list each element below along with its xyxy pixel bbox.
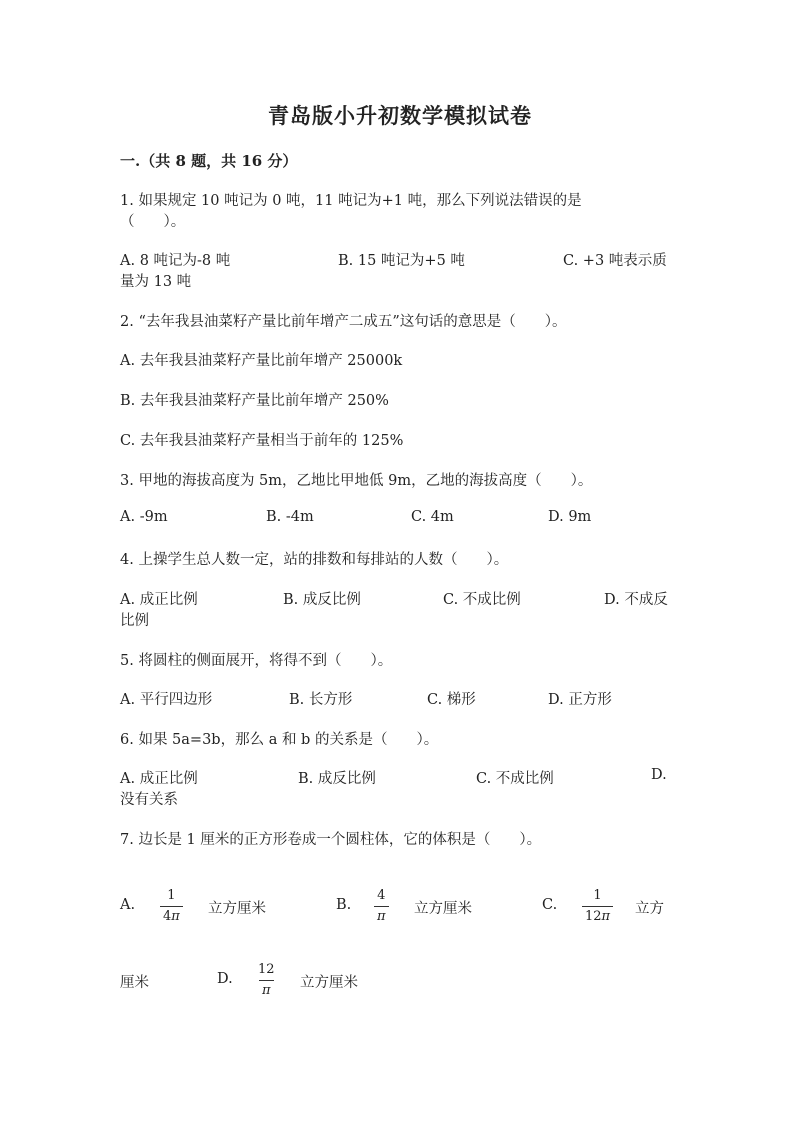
question-7-option-c-fraction (582, 888, 613, 925)
fraction-numerator: 1 (593, 888, 602, 903)
page-title: 青岛版小升初数学模拟试卷 (268, 103, 532, 128)
question-7-option-d-label: D. (217, 971, 233, 987)
question-7-option-c-unit: 立方 (635, 901, 664, 917)
question-6-option-c: C. 不成比例 (476, 771, 554, 787)
question-6-option-d: D. (651, 767, 667, 783)
question-3-option-a: A. -9m (120, 509, 168, 525)
question-4-option-d: D. 不成反 (604, 592, 668, 608)
fraction-numerator: 4 (377, 888, 386, 903)
fraction-numerator: 12 (258, 962, 275, 977)
fraction-denominator (374, 906, 389, 925)
question-1-option-a: A. 8 吨记为-8 吨 (120, 253, 231, 269)
fraction-denominator (160, 906, 183, 925)
question-6-option-a: A. 成正比例 (120, 771, 198, 787)
question-3-option-d: D. 9m (548, 509, 592, 525)
question-6-stem: 6. 如果 5a=3b，那么 a 和 b 的关系是（ ）。 (120, 732, 439, 748)
question-2-stem: 2. “去年我县油菜籽产量比前年增产二成五”这句话的意思是（ ）。 (120, 314, 567, 330)
fraction-denominator (259, 980, 274, 999)
section-heading: 一.（共 8 题，共 16 分） (120, 152, 298, 170)
question-7-option-a-label: A. (120, 897, 136, 913)
question-3-option-c: C. 4m (411, 509, 454, 525)
question-7-option-a-fraction (160, 888, 183, 925)
question-1-stem-continued: （ ）。 (120, 214, 186, 230)
question-5-option-b: B. 长方形 (289, 692, 353, 708)
question-7-option-a-unit: 立方厘米 (208, 901, 266, 917)
question-7-option-d-unit: 立方厘米 (300, 975, 358, 991)
question-5-stem: 5. 将圆柱的侧面展开，将得不到（ ）。 (120, 653, 393, 669)
question-4-option-b: B. 成反比例 (283, 592, 361, 608)
question-7-option-b-unit: 立方厘米 (414, 901, 472, 917)
question-6-option-d-continued: 没有关系 (120, 792, 178, 808)
pi-symbol: π (601, 909, 611, 924)
fraction-numerator: 1 (167, 888, 176, 903)
denominator-coefficient: 4 (163, 909, 172, 924)
question-5-option-d: D. 正方形 (548, 692, 612, 708)
denominator-coefficient: 12 (585, 909, 602, 924)
pi-symbol: π (377, 909, 386, 924)
question-2-option-a: A. 去年我县油菜籽产量比前年增产 25000k (120, 353, 403, 369)
question-7-stem: 7. 边长是 1 厘米的正方形卷成一个圆柱体，它的体积是（ ）。 (120, 832, 542, 848)
question-1-stem: 1. 如果规定 10 吨记为 0 吨，11 吨记为+1 吨，那么下列说法错误的是 (120, 193, 582, 209)
question-4-option-d-continued: 比例 (120, 613, 149, 629)
question-4-option-c: C. 不成比例 (443, 592, 521, 608)
question-5-option-a: A. 平行四边形 (120, 692, 213, 708)
question-2-option-c: C. 去年我县油菜籽产量相当于前年的 125% (120, 433, 404, 449)
question-3-option-b: B. -4m (266, 509, 314, 525)
question-5-option-c: C. 梯形 (427, 692, 476, 708)
question-1-option-c: C. +3 吨表示质 (563, 253, 667, 269)
fraction-denominator (582, 906, 613, 925)
question-6-option-b: B. 成反比例 (298, 771, 376, 787)
question-7-option-c-unit-continued: 厘米 (120, 975, 149, 991)
question-4-option-a: A. 成正比例 (120, 592, 198, 608)
pi-symbol: π (262, 983, 271, 998)
question-7-option-b-fraction (374, 888, 389, 925)
question-7-option-b-label: B. (336, 897, 352, 913)
question-3-stem: 3. 甲地的海拔高度为 5m，乙地比甲地低 9m，乙地的海拔高度（ ）。 (120, 473, 593, 489)
question-2-option-b: B. 去年我县油菜籽产量比前年增产 250% (120, 393, 389, 409)
pi-symbol: π (171, 909, 180, 924)
question-1-option-b: B. 15 吨记为+5 吨 (338, 253, 465, 269)
question-4-stem: 4. 上操学生总人数一定，站的排数和每排站的人数（ ）。 (120, 552, 509, 568)
question-1-option-c-continued: 量为 13 吨 (120, 274, 192, 290)
question-7-option-d-fraction (255, 962, 278, 999)
question-7-option-c-label: C. (542, 897, 558, 913)
